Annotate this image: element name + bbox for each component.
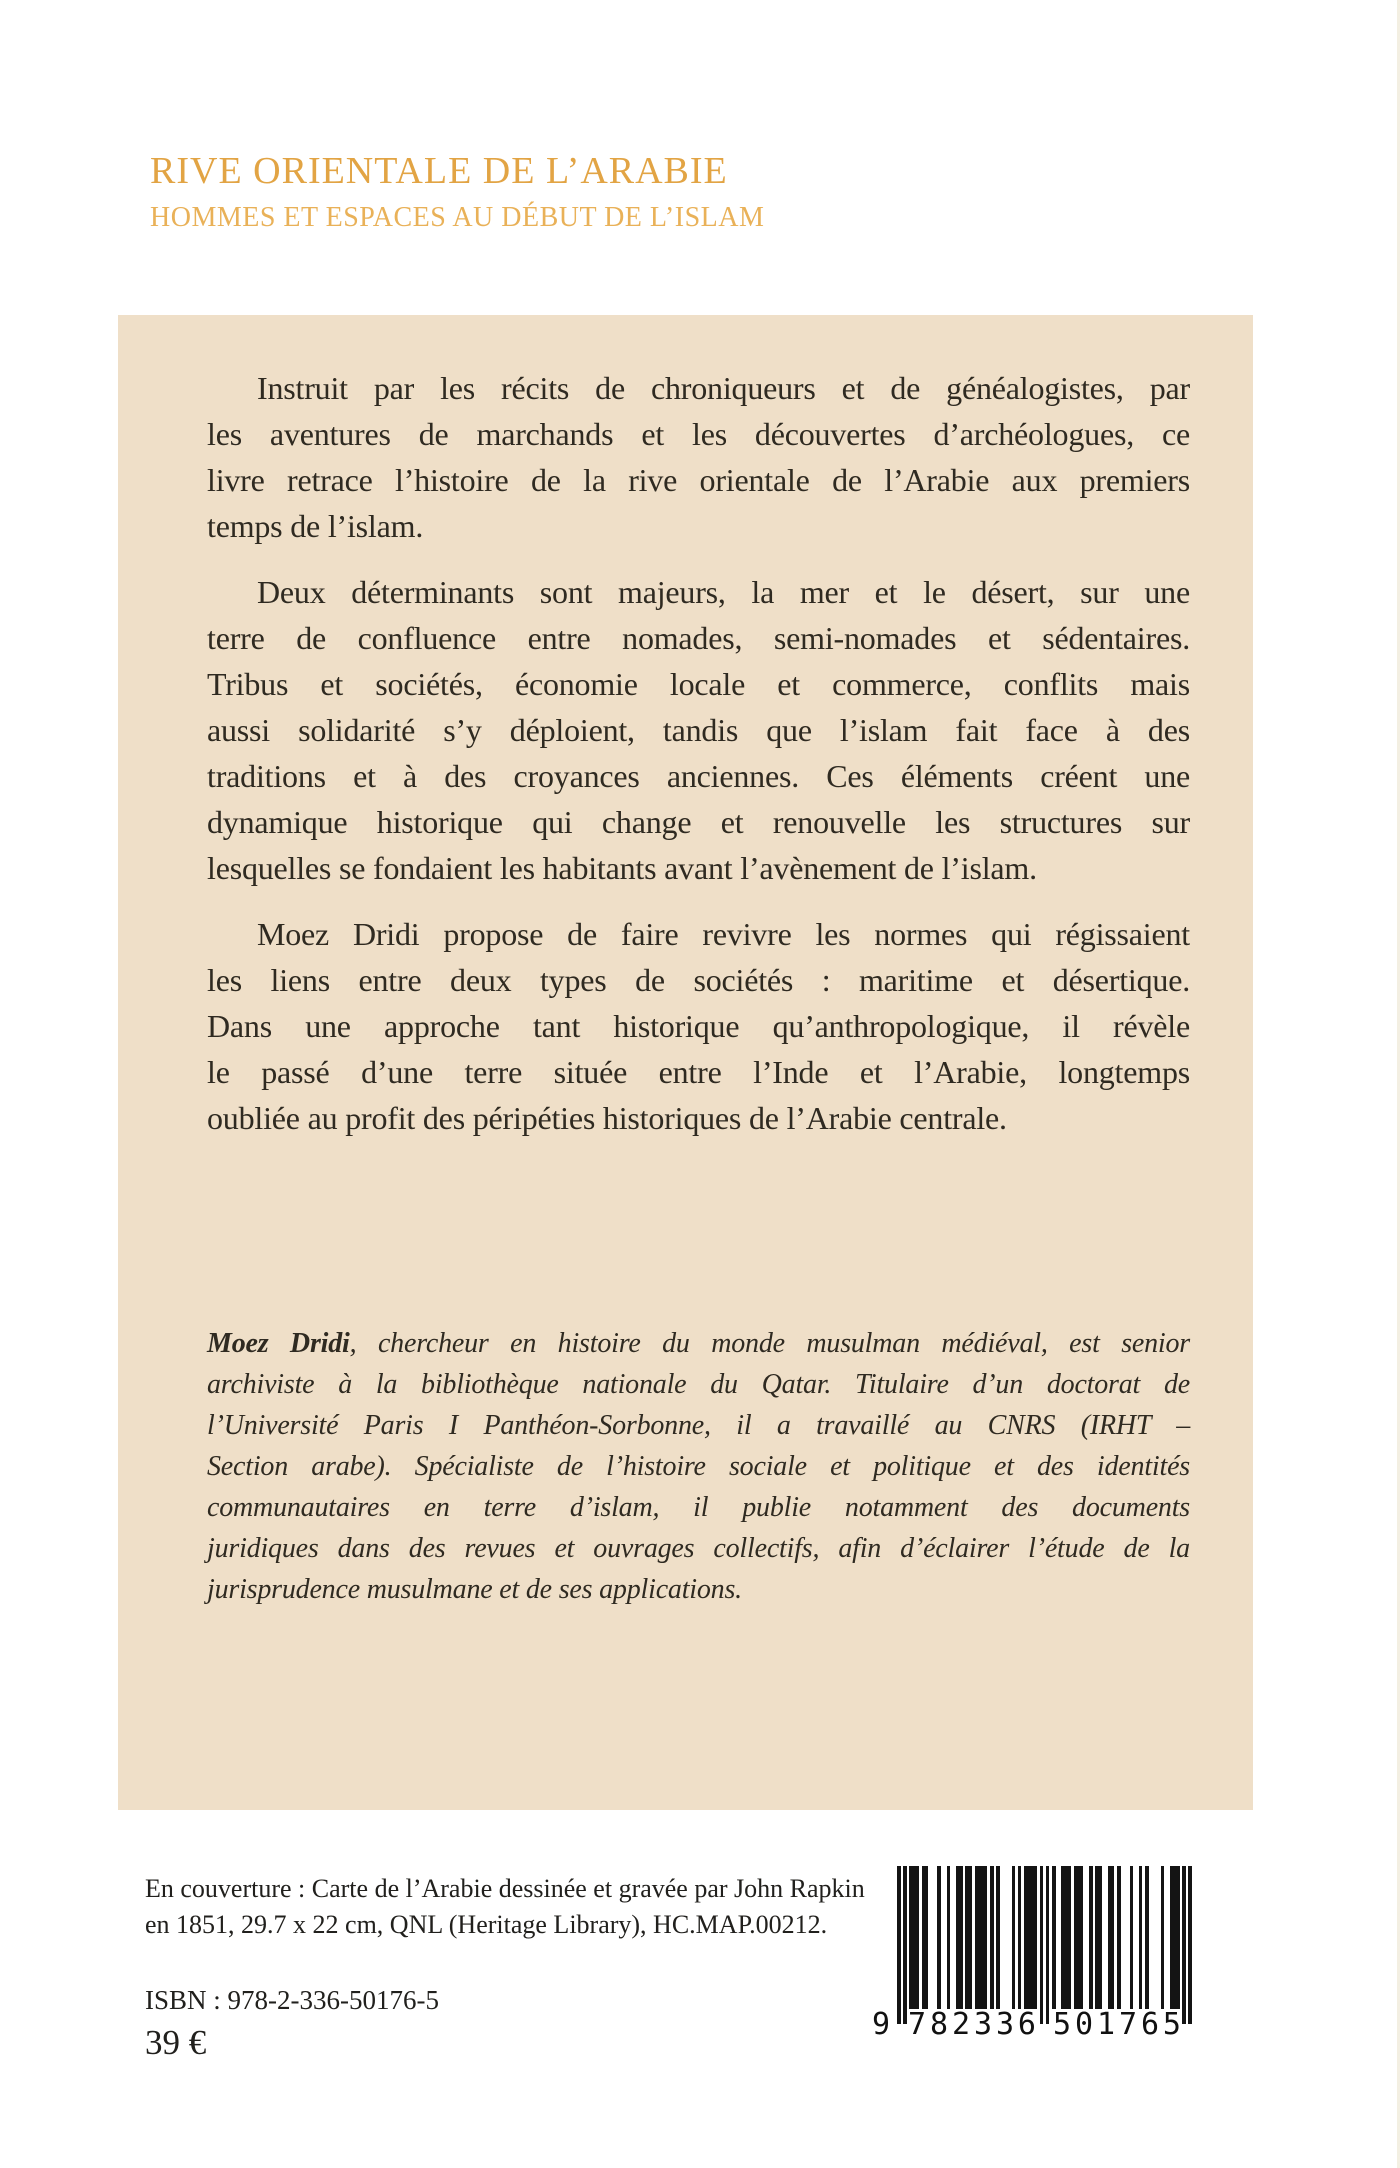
barcode-digit: 3: [995, 2007, 1014, 2042]
barcode-bar: [1176, 1866, 1180, 2009]
text-line: temps de l’islam.: [207, 508, 424, 544]
barcode-bar: [1130, 1866, 1134, 2009]
barcode-group-1: [908, 2008, 1036, 2042]
barcode-digit: 3: [973, 2007, 993, 2042]
barcode-bar: [903, 1866, 907, 2024]
cover-credit: [145, 1871, 865, 1943]
barcode-left-digit: 9: [872, 2007, 891, 2042]
author-bio: [207, 1323, 1190, 1610]
barcode-digit: 5: [1162, 2007, 1181, 2042]
barcode-bar: [897, 1866, 901, 2024]
barcode-bar: [990, 1866, 994, 2009]
barcode-bar: [1080, 1866, 1084, 2009]
text-line: Instruit par les récits de chroniqueurs et de généalogistes, par: [257, 370, 1190, 406]
barcode-bar: [1111, 1866, 1115, 2009]
barcode-bar: [1089, 1866, 1093, 2009]
barcode-bar: [1188, 1866, 1192, 2024]
text-line: Moez Dridi propose de faire revivre les normes qui régissaient: [257, 916, 1190, 952]
text-line: Section arabe). Spécialiste de l’histoire sociale et politique et des identités: [207, 1451, 1190, 1482]
barcode-bars: [897, 1866, 1192, 2024]
synopsis-paragraph: [207, 569, 1190, 891]
barcode-bar: [1040, 1866, 1044, 2024]
barcode-digits: [872, 2008, 1194, 2042]
barcode-bar: [947, 1866, 951, 2009]
barcode-digit: 6: [1140, 2007, 1159, 2042]
synopsis-paragraph: [207, 365, 1190, 549]
text-line: archiviste à la bibliothèque nationale du Qatar. Titulaire d’un doctorat de: [207, 1369, 1190, 1400]
synopsis-text: [207, 365, 1190, 1141]
barcode-bar: [1117, 1866, 1121, 2009]
barcode-bar: [1046, 1866, 1050, 2024]
barcode-bar: [984, 1866, 988, 2009]
barcode-bar: [1139, 1866, 1143, 2009]
text-line: aussi solidarité s’y déploient, tandis que l’islam fait face à des: [207, 712, 1190, 748]
text-line: le passé d’une terre située entre l’Inde et l’Arabie, longtemps: [207, 1054, 1190, 1090]
synopsis-paragraph: [207, 911, 1190, 1141]
barcode-bar: [959, 1866, 963, 2009]
barcode: [872, 1866, 1194, 2042]
barcode-bar: [1012, 1866, 1016, 2009]
text-line: livre retrace l’histoire de la rive orientale de l’Arabie aux premiers: [207, 462, 1190, 498]
barcode-bar: [968, 1866, 972, 2009]
barcode-bar: [916, 1866, 920, 2009]
barcode-bar: [1161, 1866, 1165, 2009]
text-line: lesquelles se fondaient les habitants avant l’avènement de l’islam.: [207, 850, 1037, 886]
text-line: les aventures de marchands et les découvertes d’archéologues, ce: [207, 416, 1190, 452]
text-line: l’Université Paris I Panthéon-Sorbonne, il a travaillé au CNRS (IRHT –: [207, 1410, 1190, 1441]
barcode-group-2: [1053, 2008, 1181, 2042]
text-line: communautaires en terre d’islam, il publie notamment des documents: [207, 1492, 1190, 1523]
text-line: Tribus et sociétés, économie locale et commerce, conflits mais: [207, 666, 1190, 702]
text-line: Deux déterminants sont majeurs, la mer et le désert, sur une: [257, 574, 1190, 610]
text-line: juridiques dans des revues et ouvrages collectifs, afin d’éclairer l’étude de la: [207, 1533, 1190, 1564]
barcode-digit: 8: [929, 2007, 949, 2042]
barcode-bar: [1182, 1866, 1186, 2024]
text-line: En couverture : Carte de l’Arabie dessinée et gravée par John Rapkin: [145, 1874, 865, 1903]
barcode-bar: [1068, 1866, 1072, 2009]
text-line: terre de confluence entre nomades, semi-nomades et sédentaires.: [207, 620, 1190, 656]
barcode-bar: [1052, 1866, 1056, 2009]
barcode-digit: 0: [1074, 2007, 1094, 2042]
barcode-bar: [937, 1866, 941, 2009]
text-line: traditions et à des croyances anciennes. Ces éléments créent une: [207, 758, 1190, 794]
text-line: en 1851, 29.7 x 22 cm, QNL (Heritage Library), HC.MAP.00212.: [145, 1910, 828, 1939]
text-line: dynamique historique qui change et renouvelle les structures sur: [207, 804, 1190, 840]
text-line: oubliée au profit des péripéties historiques de l’Arabie centrale.: [207, 1100, 1007, 1136]
barcode-bar: [996, 1866, 1000, 2009]
barcode-digit: 5: [1053, 2007, 1072, 2042]
barcode-digit: 6: [1017, 2007, 1036, 2042]
synopsis-panel: [118, 315, 1253, 1810]
bio-first-line-rest: , chercheur en histoire du monde musulman médiéval, est senior: [349, 1328, 1190, 1359]
book-subtitle: HOMMES ET ESPACES AU DÉBUT DE L’ISLAM: [150, 202, 765, 233]
barcode-digit: 1: [1096, 2007, 1116, 2042]
text-line: les liens entre deux types de sociétés : maritime et désertique.: [207, 962, 1190, 998]
text-line: Dans une approche tant historique qu’anthropologique, il révèle: [207, 1008, 1190, 1044]
barcode-bar: [1033, 1866, 1037, 2009]
book-title: RIVE ORIENTALE DE L’ARABIE: [150, 150, 728, 192]
barcode-bar: [1099, 1866, 1103, 2009]
isbn-text: ISBN : 978-2-336-50176-5: [145, 1985, 439, 2015]
text-line: jurisprudence musulmane et de ses applications.: [207, 1574, 742, 1605]
barcode-digit: 2: [951, 2007, 971, 2042]
text-line: [207, 1323, 1190, 1364]
author-name: Moez Dridi: [207, 1328, 350, 1359]
barcode-bar: [1145, 1866, 1149, 2009]
barcode-bar: [1018, 1866, 1022, 2009]
price-text: 39 €: [145, 2023, 207, 2062]
barcode-bar: [925, 1866, 929, 2009]
barcode-digit: 7: [908, 2007, 927, 2042]
barcode-digit: 7: [1118, 2007, 1138, 2042]
